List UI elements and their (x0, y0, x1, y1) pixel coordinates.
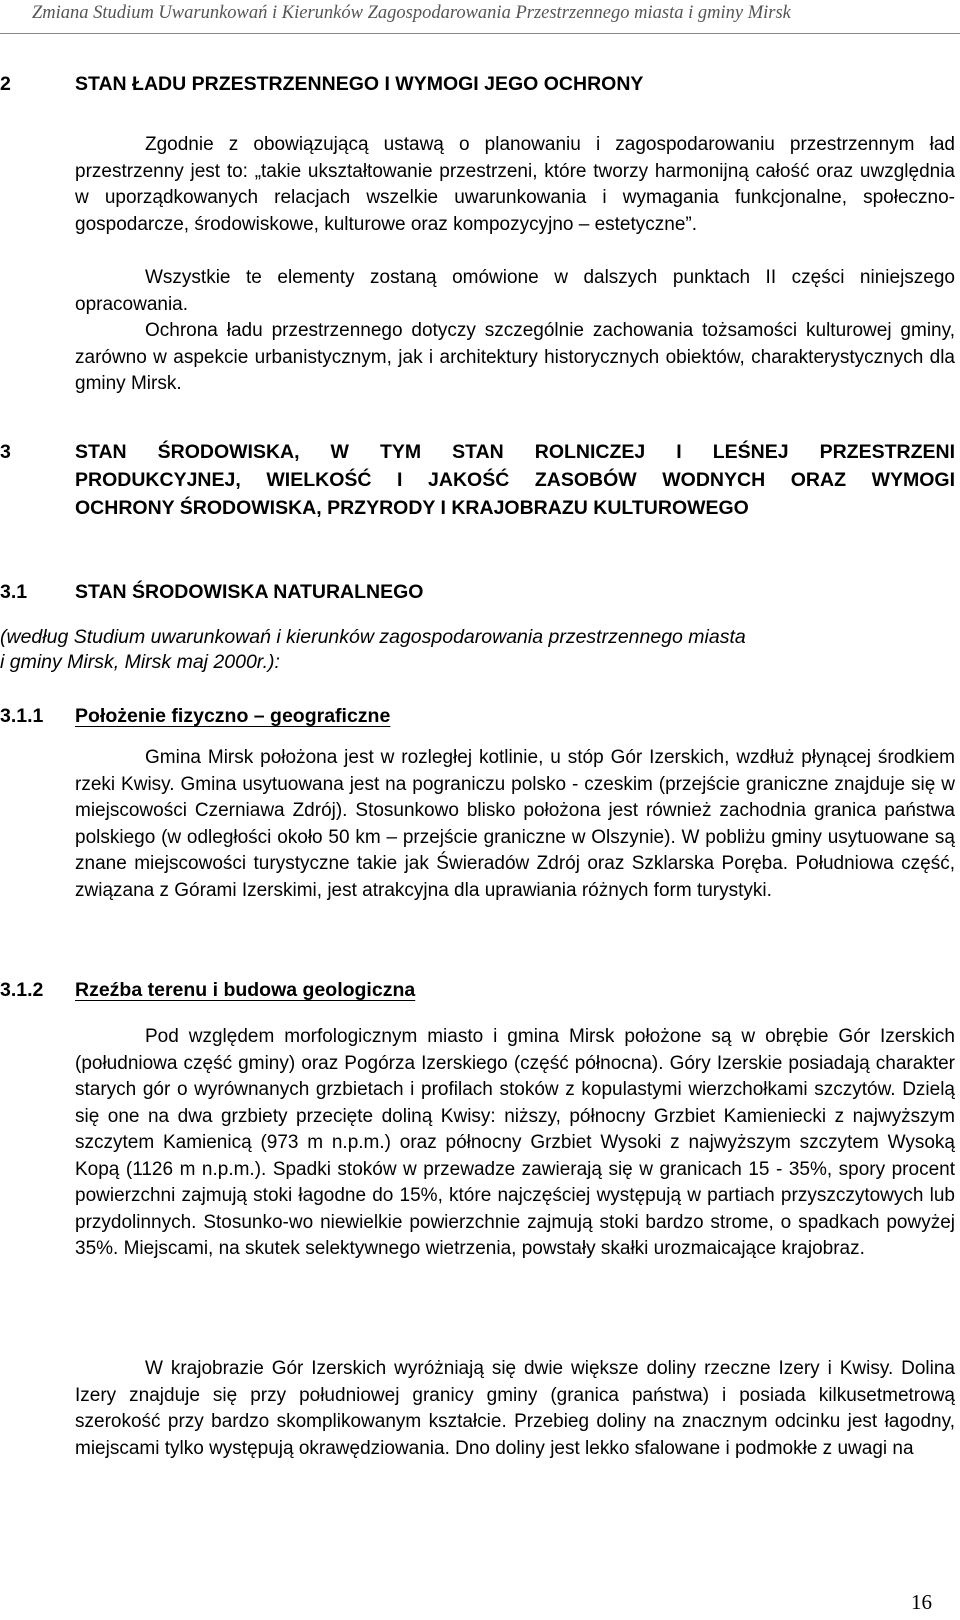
header-rule (0, 33, 960, 34)
section-2-paragraph-2: Wszystkie te elementy zostaną omówione w dalszych punktach II części niniejszego opracowania. (75, 267, 955, 315)
section-number: 3.1.1 (0, 705, 44, 727)
section-3-1-2-paragraph-2: W krajobrazie Gór Izerskich wyróżniają się dwie większe doliny rzeczne Izery i Kwisy. Dolina Izery znajduje się przy południowej granicy gminy (granica państwa) i posiada kilkusetmetrową szerokość przy bardzo skomplikowanym kształcie. Przebieg doliny na znacznym odcinku jest łagodny, miejscami tylko występują okrawędziowania. Dno doliny jest lekko sfalowane i podmokłe z uwagi na (75, 1358, 955, 1459)
source-note-line-2: i gminy Mirsk, Mirsk maj 2000r.): (0, 651, 280, 673)
section-title-line-3: OCHRONY ŚRODOWISKA, PRZYRODY I KRAJOBRAZU KULTUROWEGO (75, 497, 749, 519)
running-header: Zmiana Studium Uwarunkowań i Kierunków Zagospodarowania Przestrzennego miasta i gminy Mirsk (32, 3, 791, 23)
page-number: 16 (911, 1590, 932, 1614)
section-title-line-1: STAN ŚRODOWISKA, W TYM STAN ROLNICZEJ I LEŚNEJ PRZESTRZENI (75, 441, 955, 463)
section-2-paragraph-1: Zgodnie z obowiązującą ustawą o planowaniu i zagospodarowaniu przestrzennym ład przestrzenny jest to: „takie ukształtowanie przestrzeni, które tworzy harmonijną całość oraz uwzględnia w uporządkowanych relacjach wszelkie uwarunkowania i wymagania funkcjonalne, społeczno-gospodarcze, środowiskowe, kulturowe oraz kompozycyjno – estetyczne”. (75, 134, 955, 235)
section-title-line-2: PRODUKCYJNEJ, WIELKOŚĆ I JAKOŚĆ ZASOBÓW WODNYCH ORAZ WYMOGI (75, 469, 955, 491)
section-number: 2 (0, 73, 11, 95)
section-title: STAN ŁADU PRZESTRZENNEGO I WYMOGI JEGO OCHRONY (75, 73, 644, 95)
section-number: 3.1 (0, 581, 28, 603)
section-title: STAN ŚRODOWISKA NATURALNEGO (75, 581, 424, 603)
section-number: 3 (0, 441, 11, 463)
source-note-line-1: (według Studium uwarunkowań i kierunków zagospodarowania przestrzennego miasta (0, 626, 746, 648)
section-title: Położenie fizyczno – geograficzne (75, 705, 391, 727)
section-3-1-2-paragraph-1: Pod względem morfologicznym miasto i gmina Mirsk położone są w obrębie Gór Izerskich (południowa część gminy) oraz Pogórza Izerskiego (część północna). Góry Izerskie posiadają charakter starych gór o wyrównanych grzbietach i profilach stoków z kopulastymi wierzchołkami szczytów. Dzielą się one na dwa grzbiety przecięte doliną Kwisy: niższy, północny Grzbiet Kamieniecki z najwyższym szczytem Kamienicą (973 m n.p.m.) oraz północny Grzbiet Wysoki z najwyższym szczytem Wysoką Kopą (1126 m n.p.m.). Spadki stoków w przewadze zawierają się w granicach 15 - 35%, spory procent powierzchni zajmują stoki łagodne do 15%, które najczęściej występują w partiach przyszczytowych lub przydolinnych. Stosunko-wo niewielkie powierzchnie zajmują stoki bardzo strome, o spadkach powyżej 35%. Miejscami, na skutek selektywnego wietrzenia, powstały skałki urozmaicające krajobraz. (75, 1026, 955, 1259)
section-number: 3.1.2 (0, 979, 44, 1001)
section-2-paragraph-3: Ochrona ładu przestrzennego dotyczy szczególnie zachowania tożsamości kulturowej gminy, zarówno w aspekcie urbanistycznym, jak i architektury historycznych obiektów, charakterystycznych dla gminy Mirsk. (75, 320, 955, 394)
section-title (75, 438, 955, 522)
source-note (0, 625, 955, 675)
section-title: Rzeźba terenu i budowa geologiczna (75, 979, 416, 1001)
section-3-1-1-paragraph-1: Gmina Mirsk położona jest w rozległej kotlinie, u stóp Gór Izerskich, wzdłuż płynącej środkiem rzeki Kwisy. Gmina usytuowana jest na pograniczu polsko - czeskim (przejście graniczne znajduje się w miejscowości Czerniawa Zdrój). Stosunkowo blisko położona jest również zachodnia granica państwa polskiego (w odległości około 50 km – przejście graniczne w Olszynie). W pobliżu gminy usytuowane są znane miejscowości turystyczne takie jak Świeradów Zdrój oraz Szklarska Poręba. Południowa część, związana z Górami Izerskimi, jest atrakcyjna dla uprawiania różnych form turystyki. (75, 747, 955, 901)
